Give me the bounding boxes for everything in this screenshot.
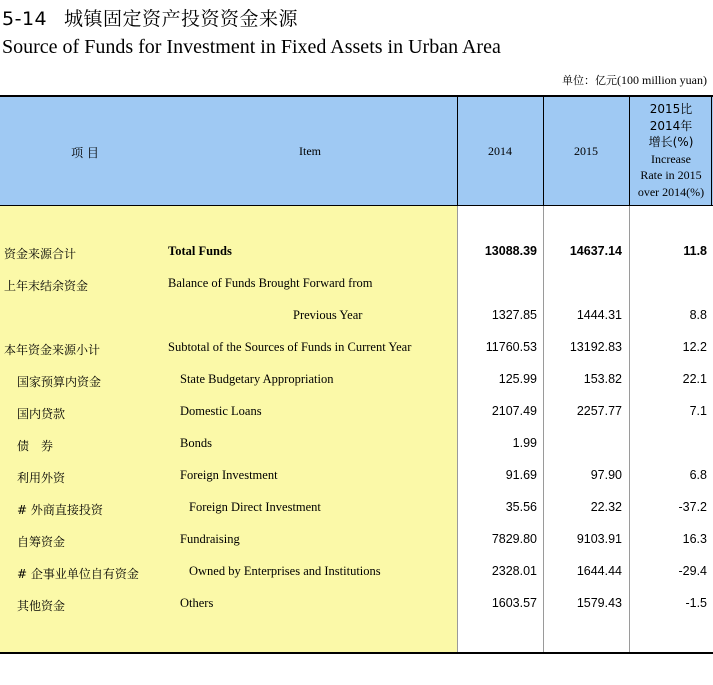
table-title-en: Source of Funds for Investment in Fixed Assets in Urban Area <box>2 36 501 58</box>
table-row: 其他资金 Others 1603.57 1579.43 -1.5 <box>17 596 707 613</box>
table-row: 国家预算内资金 State Budgetary Appropriation 125.99 153.82 22.1 <box>17 372 707 389</box>
table-row: 本年资金来源小计 Subtotal of the Sources of Funds in Current Year 11760.53 13192.83 12.2 <box>4 340 707 357</box>
table-row: 资金来源合计 Total Funds 13088.39 14637.14 11.8 <box>4 244 707 261</box>
unit-cn: 单位：亿元 <box>562 74 617 87</box>
table-row: 上年末结余资金 Balance of Funds Brought Forward from <box>4 276 373 293</box>
table-bottom-rule <box>0 652 713 654</box>
title-cn-text: 城镇固定资产投资资金来源 <box>64 8 299 30</box>
table-row: # 企事业单位自有资金 Owned by Enterprises and Institutions 2328.01 1644.44 -29.4 <box>17 564 707 581</box>
table-row: 国内贷款 Domestic Loans 2107.49 2257.77 7.1 <box>17 404 707 421</box>
table-title-cn <box>2 4 298 31</box>
table-row: 自筹资金 Fundraising 7829.80 9103.91 16.3 <box>17 532 707 549</box>
header-2014: 2014 <box>488 144 512 158</box>
unit-en: (100 million yuan) <box>617 73 707 87</box>
header-rate: 2015比 2014年 增长(%) Increase Rate in 2015 over 2014(%) <box>637 102 705 199</box>
unit-label <box>562 72 707 88</box>
table-number: 5-14 <box>2 8 48 30</box>
header-2015: 2015 <box>574 144 598 158</box>
table-row: Previous Year 1327.85 1444.31 8.8 <box>293 308 707 322</box>
table-row: 利用外资 Foreign Investment 91.69 97.90 6.8 <box>17 468 707 485</box>
header-item-cn: 项 目 <box>71 146 99 160</box>
table-row: # 外商直接投资 Foreign Direct Investment 35.56 22.32 -37.2 <box>17 500 707 517</box>
header-item-en: Item <box>299 144 321 158</box>
table-row: 债 券 Bonds 1.99 <box>17 436 537 453</box>
